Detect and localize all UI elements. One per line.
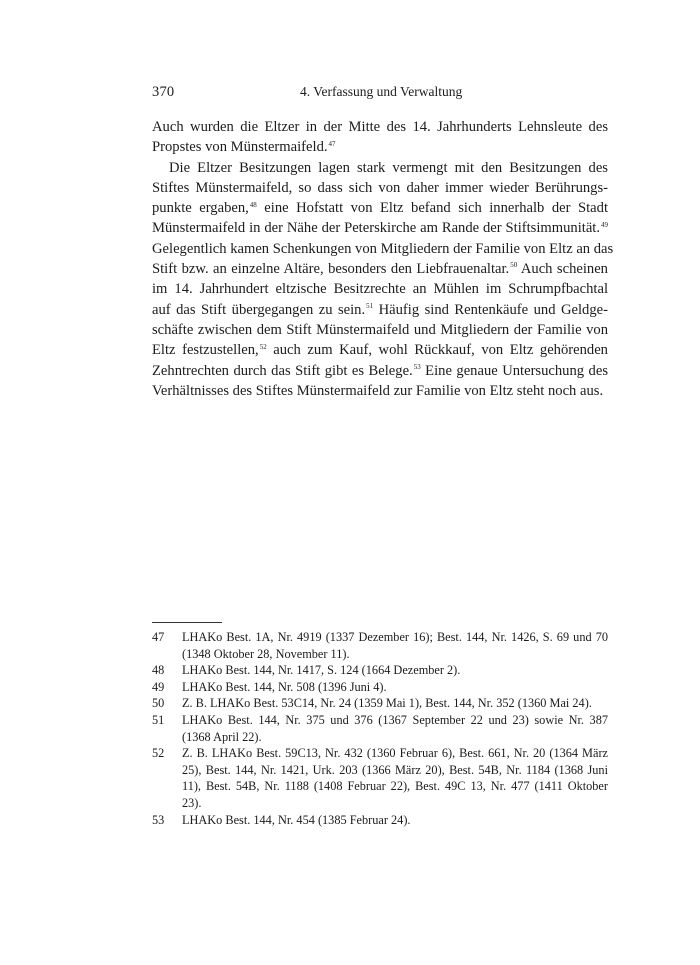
footnote-number: 48 — [152, 663, 165, 678]
text-line — [152, 381, 608, 401]
footnote — [152, 679, 608, 696]
footnote-line: Z. B. LHAKo Best. 59C13, Nr. 432 (1360 Februar 6), Best. 661, Nr. 20 (1364 März — [182, 746, 608, 761]
text-span: Zehntrechten durch das Stift gibt es Belege. — [152, 362, 413, 379]
note-reference[interactable]: 48 — [249, 200, 257, 209]
note-reference[interactable]: 47 — [328, 139, 336, 148]
footnote-number: 49 — [152, 679, 165, 694]
footnote-rule — [152, 622, 222, 623]
footnote — [152, 812, 608, 829]
footnote-number: 50 — [152, 696, 165, 711]
text-line — [152, 158, 608, 178]
text-span: Häufig sind Rentenkäufe und Geldge- — [373, 301, 608, 318]
text-line — [152, 320, 608, 340]
footnote-line: 11), Best. 54B, Nr. 1188 (1408 Februar 22), Best. 49C 13, Nr. 477 (1411 Oktober — [182, 779, 608, 794]
text-line — [152, 218, 608, 238]
note-reference[interactable]: 53 — [413, 362, 421, 371]
text-span: eine Hofstatt von Eltz befand sich innerhalb der Stadt — [256, 200, 608, 217]
running-head: 4. Verfassung und Verwaltung — [300, 84, 463, 99]
footnote-line: Z. B. LHAKo Best. 53C14, Nr. 24 (1359 Mai 1), Best. 144, Nr. 352 (1360 Mai 24). — [182, 696, 592, 711]
text-span: punkte ergaben, — [152, 200, 249, 217]
footnote-line: 25), Best. 144, Nr. 1421, Urk. 203 (1366 März 20), Best. 54B, Nr. 1184 (1368 Juni — [182, 762, 608, 777]
footnote-line: (1368 April 22). — [182, 729, 262, 744]
footnote-line: LHAKo Best. 1A, Nr. 4919 (1337 Dezember 16); Best. 144, Nr. 1426, S. 69 und 70 — [182, 630, 608, 644]
footnote — [152, 695, 608, 712]
text-span: Verhältnisses des Stiftes Münstermaifeld zur Familie von Eltz steht noch aus. — [152, 382, 604, 399]
footnote-line: LHAKo Best. 144, Nr. 508 (1396 Juni 4). — [182, 679, 387, 694]
footnote-line: LHAKo Best. 144, Nr. 375 und 376 (1367 September 22 und 23) sowie Nr. 387 — [182, 712, 608, 727]
footnote-number: 53 — [152, 812, 165, 827]
footnote-number: 51 — [152, 712, 165, 727]
footnote — [152, 745, 608, 811]
note-reference[interactable]: 52 — [259, 342, 267, 351]
text-span: Auch scheinen — [517, 261, 608, 278]
text-span: Eine genaue Untersuchung des — [420, 362, 609, 379]
page-number: 370 — [152, 84, 175, 100]
text-span: schäfte zwischen dem Stift Münstermaifeld und Mitgliedern der Familie von — [152, 321, 608, 338]
text-span: Die Eltzer Besitzungen lagen stark vermengt mit den Besitzungen des — [169, 159, 608, 176]
text-line — [152, 239, 614, 259]
text-span: Auch wurden die Eltzer in der Mitte des 14. Jahrhunderts Lehnsleute des — [152, 119, 608, 135]
main-text — [152, 117, 614, 401]
footnote — [152, 712, 608, 745]
text-line — [152, 259, 608, 279]
note-reference[interactable]: 51 — [366, 302, 374, 311]
text-line — [152, 117, 608, 137]
text-span: Eltz festzustellen, — [152, 342, 259, 359]
footnote-number: 52 — [152, 746, 165, 761]
text-span: Stift bzw. an einzelne Altäre, besonders den Liebfrauenaltar. — [152, 261, 510, 278]
footnote-line: LHAKo Best. 144, Nr. 1417, S. 124 (1664 Dezember 2). — [182, 663, 461, 678]
text-line — [152, 137, 608, 157]
text-span: auch zum Kauf, wohl Rückkauf, von Eltz gehörenden — [266, 342, 608, 359]
text-line — [152, 198, 608, 218]
note-reference[interactable]: 50 — [510, 261, 518, 270]
text-span: Münstermaifeld in der Nähe der Peterskirche am Rande der Stiftsimmunität. — [152, 220, 600, 237]
text-line — [152, 279, 608, 299]
text-span: auf das Stift übergegangen zu sein. — [152, 301, 366, 318]
text-line — [152, 300, 608, 320]
text-line — [152, 178, 608, 198]
text-line — [152, 361, 608, 381]
text-line — [152, 340, 608, 360]
text-span: Stiftes Münstermaifeld, so dass sich von daher immer wieder Berührungs- — [152, 179, 608, 196]
text-span: im 14. Jahrhundert eltzische Besitzrechte an Mühlen im Schrumpfbachtal — [152, 281, 608, 298]
text-span: Gelegentlich kamen Schenkungen von Mitgliedern der Familie von Eltz an das — [152, 240, 614, 257]
footnote-line: (1348 Oktober 28, November 11). — [182, 646, 350, 661]
text-span: Propstes von Münstermaifeld. — [152, 139, 328, 156]
note-reference[interactable]: 49 — [601, 220, 608, 229]
footnote-number: 47 — [152, 630, 165, 644]
footnote-line: LHAKo Best. 144, Nr. 454 (1385 Februar 24). — [182, 812, 411, 827]
footnote-line: 23). — [182, 795, 202, 810]
footnote — [152, 629, 608, 662]
footnote — [152, 662, 608, 679]
footnotes — [152, 629, 608, 828]
